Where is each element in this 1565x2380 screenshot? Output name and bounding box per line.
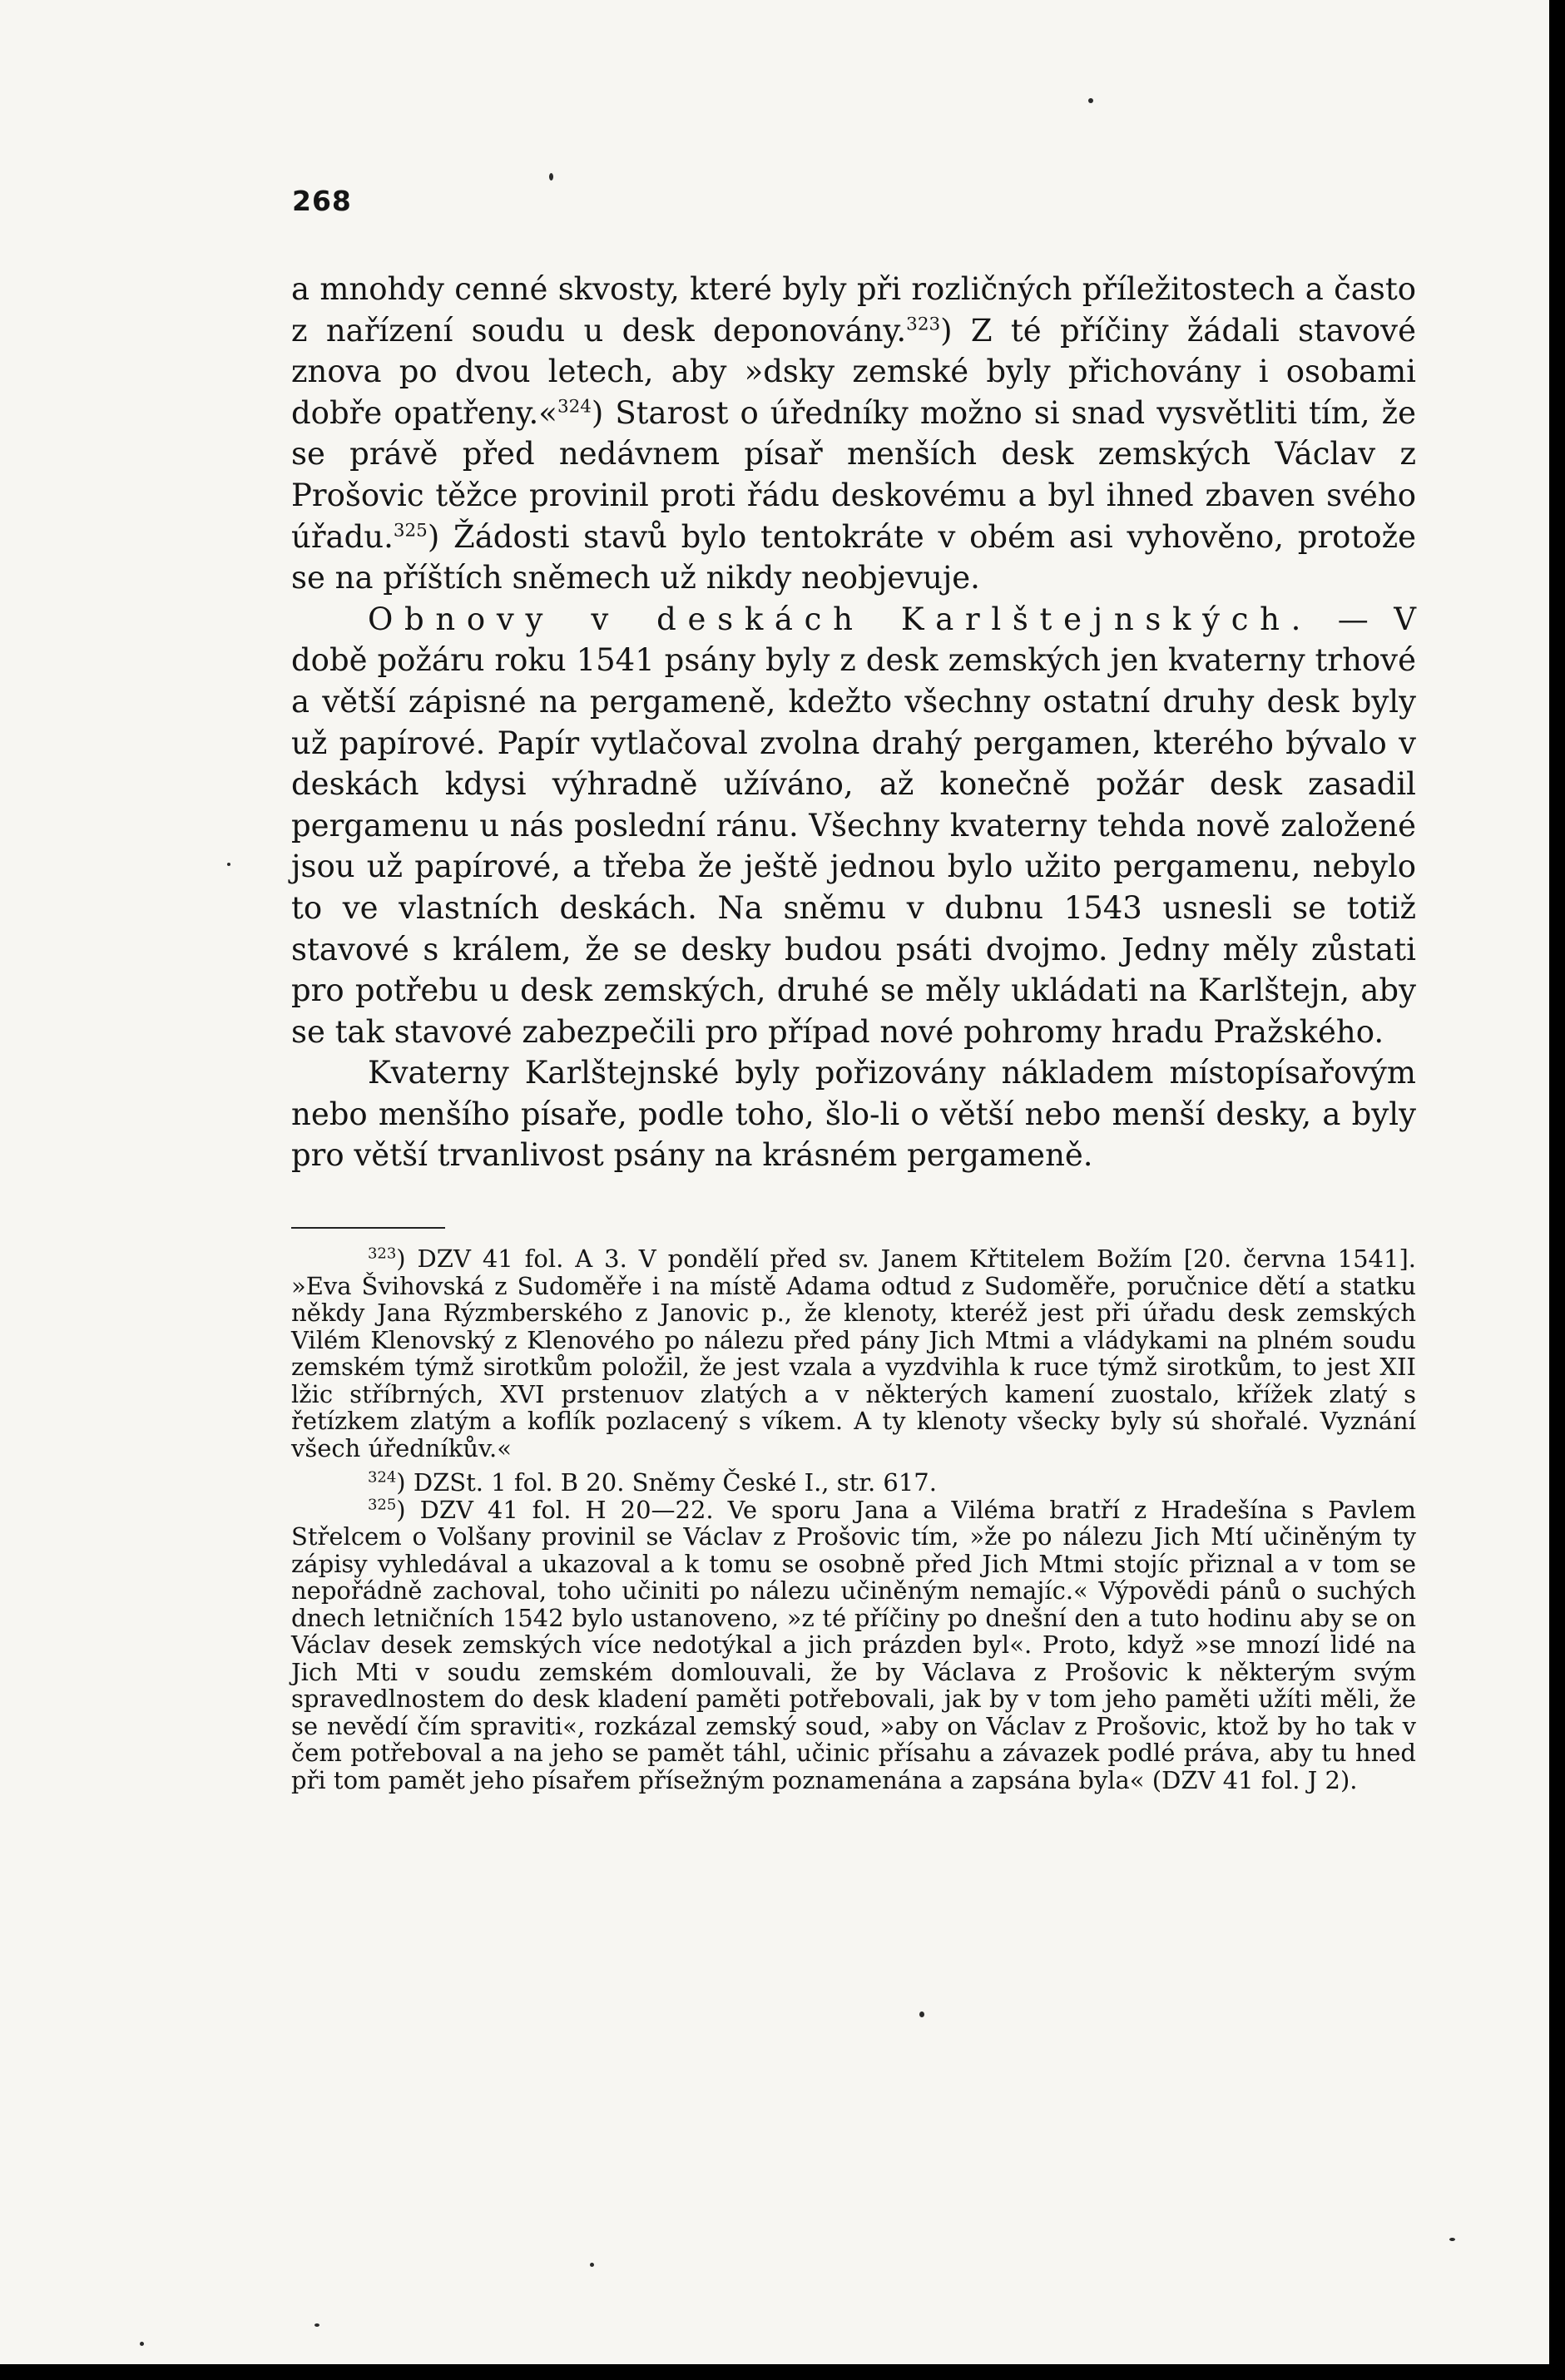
footnote-divider: [291, 1227, 445, 1229]
footnote-325: [291, 1497, 1416, 1794]
paragraph-3-text: Kvaterny Karlštejnské byly pořizovány nákladem místopísařovým nebo menšího písaře, podle toho, šlo-li o větší nebo menší desky, a byly pro větší trvanlivost psány na krásném pergameně.: [291, 1055, 1416, 1174]
footnote-mark: 323: [368, 1244, 397, 1263]
paragraph-1-text-d: ) Žádosti stavů bylo tentokráte v obém asi vyhověno, protože se na příštích sněmech už nikdy neobjevuje.: [291, 518, 1416, 596]
paragraph-1-text-a: a mnohdy cenné skvosty, které byly při rozličných příležitostech a často z nařízení soudu u desk deponovány.: [291, 271, 1416, 349]
scan-speck: [314, 2323, 319, 2327]
section-heading: Obnovy v deskách Karlštejnských.: [368, 601, 1313, 637]
scan-speck: [1088, 98, 1093, 103]
scan-speck: [919, 2011, 924, 2017]
paragraph-2-text: — V době požáru roku 1541 psány byly z desk zemských jen kvaterny trhové a větší zápisné na pergameně, kdežto všechny ostatní druhy desk byly už papírové. Papír vytlačoval zvolna drahý pergamen, kterého bývalo v deskách kdysi výhradně užíváno, až konečně požár desk zasadil pergamenu u nás poslední ránu. Všechny kvaterny tehda nově založené jsou už papírové, a třeba že ještě jednou bylo užito pergamenu, nebylo to ve vlastních deskách. Na sněmu v dubnu 1543 usnesli se totiž stavové s králem, že se desky budou psáti dvojmo. Jedny měly zůstati pro potřebu u desk zemských, druhé se měly ukládati na Karlštejn, aby se tak stavové zabezpečili pro případ nové pohromy hradu Pražského.: [291, 601, 1416, 1050]
footnote-ref-323: 323: [906, 314, 941, 335]
footnote-mark: 325: [368, 1495, 397, 1513]
footnote-ref-325: 325: [393, 520, 428, 542]
footnote-text: ) DZSt. 1 fol. B 20. Sněmy České I., str. 617.: [396, 1468, 937, 1497]
paragraph-3: [291, 1052, 1416, 1176]
main-text: [291, 269, 1416, 1176]
paragraph-1-text-b: ) Z té příčiny žádali stavové znova po dvou letech, aby »dsky zemské byly přichovány i osobami dobře opatřeny.«: [291, 312, 1416, 431]
footnote-text: ) DZV 41 fol. A 3. V pondělí před sv. Janem Křtitelem Božím [20. června 1541]. »Eva Švihovská z Sudoměře i na místě Adama odtud z Sudoměře, poručnice dětí a statku někdy Jana Rýzmberského z Janovic p., že klenoty, kteréž jest při úřadu desk zemských Vilém Klenovský z Klenového po nálezu před pány Jich Mtmi a vládykami na plném soudu zemském týmž sirotkům položil, že jest vzala a vyzdvihla k ruce týmž sirotkům, to jest XII lžic stříbrných, XVI prstenuov zlatých a v některých kamení zuostalo, křížek zlatý s řetízkem zlatým a koflík pozlacený s víkem. A ty klenoty všecky byly sú shořalé. Vyznání všech úředníkův.«: [291, 1244, 1416, 1462]
paragraph-1: [291, 269, 1416, 599]
footnote-ref-324: 324: [557, 396, 592, 418]
scan-speck: [227, 863, 230, 866]
footnotes: [291, 1245, 1416, 1794]
footnote-323: [291, 1245, 1416, 1462]
page-number: 268: [292, 185, 352, 217]
footnote-324: [291, 1469, 1416, 1497]
footnote-text: ) DZV 41 fol. H 20—22. Ve sporu Jana a Viléma bratří z Hradešína s Pavlem Střelcem o Volšany provinil se Václav z Prošovic tím, »že po nálezu Jich Mtí učiněným ty zápisy vyhledával a ukazoval a k tomu se osobně před Jich Mtmi stojíc přiznal a v tom se nepořádně zachoval, toho učiniti po nálezu učiněným nemajíc.« Výpovědi pánů o suchých dnech letničních 1542 bylo ustanoveno, »z té příčiny po dnešní den a tuto hodinu aby se on Václav desek zemských více nedotýkal a jich prázden byl«. Proto, když »se mnozí lidé na Jich Mti v soudu zemském domlouvali, že by Václava z Prošovic k některým svým spravedlnostem do desk kladení paměti potřebovali, jak by v tom jeho paměti užíti měli, že se nevědí čím spraviti«, rozkázal zemský soud, »aby on Václav z Prošovic, ktož by ho tak v čem potřeboval a na jeho se pamět táhl, učinic přísahu a závazek podlé práva, aby tu hned při tom pamět jeho písařem přísežným poznamenána a zapsána byla« (DZV 41 fol. J 2).: [291, 1495, 1416, 1794]
scan-speck: [1449, 2238, 1455, 2241]
footnote-mark: 324: [368, 1468, 397, 1487]
scan-speck: [140, 2342, 144, 2346]
scan-speck: [549, 173, 553, 181]
paragraph-2: [291, 599, 1416, 1053]
paragraph-1-text-c: ) Starost o úředníky možno si snad vysvětliti tím, že se právě před nedávnem písař menších desk zemských Václav z Prošovic těžce provinil proti řádu deskovému a byl ihned zbaven svého úřadu.: [291, 394, 1416, 555]
scan-speck: [590, 2263, 594, 2267]
